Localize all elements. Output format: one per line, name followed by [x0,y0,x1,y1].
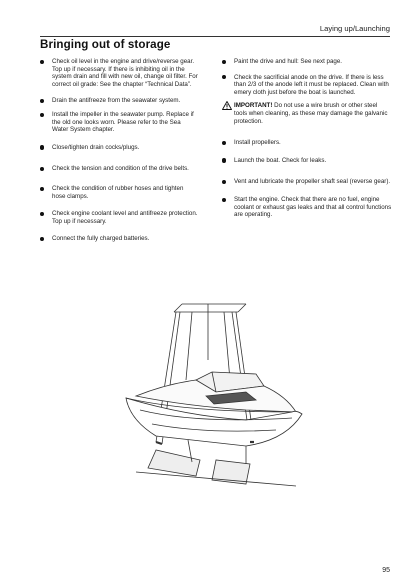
list-item-text: Launch the boat. Check for leaks. [234,156,327,164]
bullet-dot-icon [40,237,44,241]
list-item [222,139,392,147]
left-bullet-list [40,58,198,243]
list-item-text: Check the tension and condition of the drive belts. [52,165,189,173]
list-item [222,178,392,186]
bullet-dot-icon [222,180,226,184]
list-item [40,58,198,88]
important-text: Do not use a wire brush or other steel tools when cleaning, as these may damage the galvanic protection. [234,102,388,125]
list-item-text: Drain the antifreeze from the seawater system. [52,97,181,105]
bullet-dot-icon [222,141,226,145]
list-item [222,74,392,97]
list-item [40,165,198,173]
list-item [40,97,198,105]
list-item-text: Connect the fully charged batteries. [52,235,150,243]
list-item-text: Check oil level in the engine and drive/reverse gear. Top up if necessary. If there is inhibiting oil in the system drain and fill with new oil, change oil filter. For correct oil grade: See the chapter “Technical Data”. [52,58,198,88]
bullet-dot-icon [222,60,226,64]
bullet-dot-icon [40,212,44,216]
bullet-dot-icon [40,113,44,117]
right-column [222,58,392,229]
list-item [222,196,392,219]
bullet-dot-icon [40,187,44,191]
bullet-dot-icon [40,167,44,171]
boat-on-trailer-illustration [96,300,336,490]
bullet-dot-icon [222,75,226,79]
list-item-text: Check the condition of rubber hoses and tighten hose clamps. [52,184,184,200]
header-rule [40,36,390,37]
list-item-text: Vent and lubricate the propeller shaft seal (reverse gear). [234,178,391,186]
right-bullet-list-top [222,58,392,96]
section-header: Laying up/Launching [319,24,390,33]
important-lead: IMPORTANT! [234,102,273,110]
list-item [222,58,392,66]
list-item [40,185,198,200]
list-item-text: Close/tighten drain cocks/plugs. [52,143,140,151]
bullet-dot-icon [222,158,226,162]
bullet-dot-icon [222,198,226,202]
warning-triangle-icon [222,101,232,110]
important-note [222,102,392,125]
bullet-dot-icon [40,60,44,64]
list-item [40,111,198,134]
page-number: 95 [382,567,390,574]
bullet-dot-icon [40,145,44,149]
right-bullet-list-bottom [222,139,392,219]
list-item-text: Install propellers. [234,139,281,147]
list-item-text: Install the impeller in the seawater pump. Replace if the old one looks worn. Please refer to the Sea Water System chapter. [52,110,194,134]
left-column [40,58,198,243]
page-title: Bringing out of storage [40,38,171,51]
list-item-text: Start the engine. Check that there are no fuel, engine coolant or exhaust gas leaks and that all control functions are operating. [234,195,392,219]
list-item-text: Check the sacrificial anode on the drive. If there is less than 2/3 of the anode left it must be replaced. Clean with emery cloth just before the boat is launched. [234,73,389,96]
bullet-dot-icon [40,99,44,103]
list-item-text: Paint the drive and hull: See next page. [234,58,343,65]
list-item [40,144,198,152]
list-item [40,235,198,243]
list-item-text: Check engine coolant level and antifreeze protection. Top up if necessary. [52,210,198,225]
list-item [222,157,392,165]
list-item [40,210,198,225]
